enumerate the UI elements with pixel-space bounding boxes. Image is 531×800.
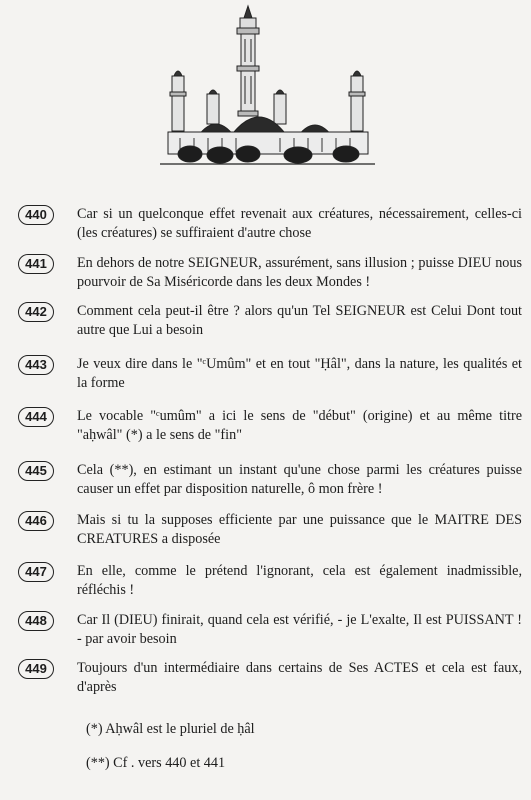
verse-number-badge: 445 <box>18 461 54 481</box>
footnote: (*) Aḥwâl est le pluriel de ḥâl <box>86 721 255 737</box>
verse-text: Cela (**), en estimant un instant qu'une chose parmi les créatures puisse causer un effet par disposition naturelle, ô mon frère ! <box>77 462 522 497</box>
verse-text: Je veux dire dans le "ᶜUmûm" et en tout "Ḥâl", dans la nature, les qualités et la forme <box>77 356 522 391</box>
verse-text: Mais si tu la supposes efficiente par une puissance que le MAITRE DES CREATURES a disposée <box>77 512 522 547</box>
mosque-illustration <box>160 4 375 172</box>
verse-text: Car si un quelconque effet revenait aux créatures, nécessairement, celles-ci (les créatures) se suffiraient d'autre chose <box>77 206 522 241</box>
verse-text: Toujours d'un intermédiaire dans certains de Ses ACTES et cela est faux, d'après <box>77 660 522 695</box>
verse-text: Car Il (DIEU) finirait, quand cela est vérifié, - je L'exalte, Il est PUISSANT ! - par avoir besoin <box>77 612 522 647</box>
verse-text: Le vocable "ᶜumûm" a ici le sens de "début" (origine) et au même titre "aḥwâl" (*) a le sens de "fin" <box>77 408 522 443</box>
verse-number-badge: 443 <box>18 355 54 375</box>
verse-text: En dehors de notre SEIGNEUR, assurément, sans illusion ; puisse DIEU nous pourvoir de Sa Miséricorde dans les deux Mondes ! <box>77 255 522 290</box>
verse-number-badge: 440 <box>18 205 54 225</box>
verse-number-badge: 446 <box>18 511 54 531</box>
verse-number-badge: 448 <box>18 611 54 631</box>
footnote: (**) Cf . vers 440 et 441 <box>86 755 226 771</box>
verse-number-badge: 444 <box>18 407 54 427</box>
verse-text: En elle, comme le prétend l'ignorant, cela est également inadmissible, réfléchis ! <box>77 563 522 598</box>
verse-number-badge: 441 <box>18 254 54 274</box>
verse-number-badge: 449 <box>18 659 54 679</box>
verse-number-badge: 442 <box>18 302 54 322</box>
verse-text: Comment cela peut-il être ? alors qu'un Tel SEIGNEUR est Celui Dont tout autre que Lui a besoin <box>77 303 522 338</box>
verse-number-badge: 447 <box>18 562 54 582</box>
